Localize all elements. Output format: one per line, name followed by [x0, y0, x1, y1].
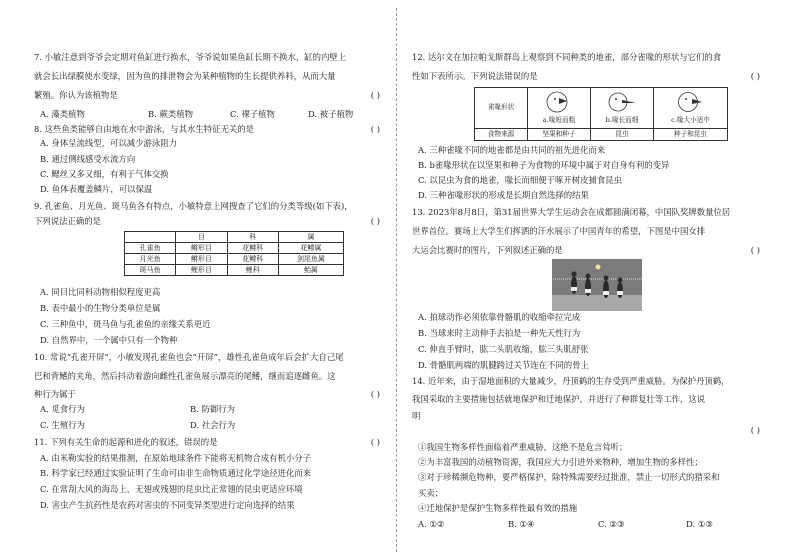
q12-option-d[interactable]: D. 三种雀喙形状的形成是长期自然选择的结果 — [418, 190, 589, 200]
q12-option-a[interactable]: A. 三种雀喙不同的地雀都是由共同的祖先进化而来 — [418, 145, 606, 155]
q14-statement-4: ④迁地保护是保护生物多样性最有效的措施 — [418, 503, 578, 513]
q8-option-d[interactable]: D. 鱼体表覆盖鳞片，可以保温 — [40, 184, 153, 194]
table-cell: 花鳉属 — [278, 243, 343, 254]
q10-line-3: 种行为属于 — [34, 389, 76, 399]
table-cell: 雀喙形状 — [475, 88, 528, 129]
table-cell: 孔雀鱼 — [125, 243, 176, 254]
q8-option-c[interactable]: C. 鳃丝又多又细，有利于气体交换 — [40, 169, 169, 179]
table-cell: 属 — [278, 232, 343, 243]
q10-answer-paren[interactable]: ( ) — [370, 389, 380, 399]
q11-answer-paren[interactable]: ( ) — [370, 437, 380, 447]
q14-line-3: 明 — [412, 411, 421, 421]
table-row — [125, 265, 344, 276]
beak-cell-c — [654, 88, 728, 129]
table-cell — [125, 232, 176, 243]
q14-option-a[interactable]: A. ①② — [418, 519, 445, 529]
table-cell: 剑尾鱼属 — [278, 254, 343, 265]
beak-cell-a — [528, 88, 591, 129]
beak-a-icon — [543, 89, 575, 115]
q8-option-b[interactable]: B. 通过侧线感受水流方向 — [40, 154, 136, 164]
q13-line-2: 世界首位。赛场上大学生们挥洒的汗水展示了中国青年的希望，下图是中国女排 — [412, 226, 706, 236]
q9-option-b[interactable]: B. 表中最小的生物分类单位是属 — [40, 303, 161, 313]
volleyball-photo-image — [552, 259, 642, 311]
q14-line-2: 我国采取的主要措施包括就地保护和迁地保护，并进行了种群复壮等工作，这说 — [412, 394, 706, 404]
q7-line-3: 繁殖。你认为该植物是 — [34, 90, 118, 100]
table-cell: 鳉形目 — [176, 254, 227, 265]
q7-option-c[interactable]: C. 裸子植物 — [230, 109, 275, 119]
table-cell: 科 — [227, 232, 278, 243]
q8-option-a[interactable]: A. 身体呈流线型，可以减少游泳阻力 — [40, 138, 177, 148]
q9-option-c[interactable]: C. 三种鱼中，斑马鱼与孔雀鱼的亲缘关系更近 — [40, 319, 211, 329]
q12-line-2: 性如下表所示。下列说法错误的是 — [412, 71, 538, 81]
q13-answer-paren[interactable]: ( ) — [750, 245, 760, 255]
q14-statement-3: ③对于珍稀濒危物种，要严格保护，除特殊需要经过批准，禁止一切形式的猎采和 — [418, 472, 720, 482]
q14-option-b[interactable]: B. ①④ — [508, 519, 535, 529]
q7-option-b[interactable]: B. 蕨类植物 — [148, 109, 193, 119]
q10-option-a[interactable]: A. 觅食行为 — [40, 404, 85, 414]
q14-option-d[interactable]: D. ①③ — [686, 519, 713, 529]
q9-classification-table — [124, 231, 344, 276]
q14-statement-1: ①我国生物多样性面临着严重威胁，这绝不是危言耸听； — [418, 442, 628, 452]
beak-cell-b — [591, 88, 654, 129]
q11-option-c[interactable]: C. 在常刮大风的海岛上，无翅或残翅的昆虫比正常翅的昆虫更适应环境 — [40, 484, 303, 494]
q13-option-c[interactable]: C. 伸直手臂时，肱二头肌收缩，肱三头肌舒张 — [418, 344, 589, 354]
table-cell: 鳉形目 — [176, 243, 227, 254]
q7-line-1: 7. 小敏注意到爷爷会定期对鱼缸进行换水，爷爷说如果鱼缸长期不换水，缸的内壁上 — [34, 52, 347, 62]
table-cell: 种子和昆虫 — [654, 129, 728, 141]
q12-answer-paren[interactable]: ( ) — [750, 71, 760, 81]
q10-option-c[interactable]: C. 生殖行为 — [40, 420, 85, 430]
table-row — [475, 88, 728, 129]
q12-option-c[interactable]: C. 以昆虫为食的地雀，喙长而细便于啄开树皮捕食昆虫 — [418, 175, 623, 185]
q14-statement-3-cont: 买卖； — [418, 488, 444, 498]
table-row — [125, 254, 344, 265]
q7-option-a[interactable]: A. 藻类植物 — [40, 109, 85, 119]
q13-line-1: 13. 2023年8月8日，第31届世界大学生运动会在成都圆满闭幕，中国队奖牌数量位居 — [412, 207, 731, 217]
q11-stem: 11. 下列有关生命的起源和进化的叙述，错误的是 — [34, 437, 218, 447]
table-cell: 食物来源 — [475, 129, 528, 141]
table-header-row — [125, 232, 344, 243]
q11-option-d[interactable]: D. 害虫产生抗药性是农药对害虫的不同变异类型进行定向选择的结果 — [40, 500, 295, 510]
q14-answer-paren[interactable]: ( ) — [750, 425, 760, 435]
table-cell: 昆虫 — [591, 129, 654, 141]
q10-option-b[interactable]: B. 防御行为 — [190, 404, 235, 414]
q14-line-1: 14. 近年来，由于湿地面积的大量减少，丹顶鹤的生存受到严重威胁。为保护丹顶鹤， — [412, 376, 730, 386]
q14-option-c[interactable]: C. ②③ — [598, 519, 625, 529]
table-cell: 斑马鱼 — [125, 265, 176, 276]
q7-option-d[interactable]: D. 被子植物 — [308, 109, 354, 119]
q10-option-d[interactable]: D. 社会行为 — [190, 420, 236, 430]
table-cell: 月光鱼 — [125, 254, 176, 265]
q13-option-a[interactable]: A. 拍球动作必须依靠骨骼肌的收缩牵拉完成 — [418, 312, 581, 322]
beak-a-label: a.喙短而粗 — [542, 116, 576, 125]
q9-line-2: 下列说法正确的是 — [34, 216, 101, 226]
volleyball-photo — [552, 259, 642, 311]
q13-option-b[interactable]: B. 当球来时主动伸手去拍是一种先天性行为 — [418, 328, 581, 338]
q9-option-a[interactable]: A. 同目比同科动物相似程度更高 — [40, 287, 161, 297]
beak-c-label: c.喙大小适中 — [671, 116, 710, 125]
beak-c-icon — [675, 89, 707, 115]
q12-option-b[interactable]: B. b雀喙形状在以坚果和种子为食物的环境中属于对自身有利的变异 — [418, 160, 670, 170]
q8-stem: 8. 这些鱼类能够自由地在水中游泳，与其水生特征无关的是 — [34, 124, 255, 134]
q9-line-1: 9. 孔雀鱼、月光鱼、斑马鱼各有特点，小敏特意上网搜查了它们的分类等级(如下表)， — [34, 201, 353, 211]
q9-option-d[interactable]: D. 自然界中，一个属中只有一个物种 — [40, 335, 178, 345]
table-cell: 目 — [176, 232, 227, 243]
beak-b-icon — [606, 89, 638, 115]
q12-line-1: 12. 达尔文在加拉帕戈斯群岛上观察到不同种类的地雀，部分雀喙的形状与它们的食 — [412, 52, 722, 62]
table-row — [125, 243, 344, 254]
table-row — [475, 129, 728, 141]
q13-line-3: 大运会比赛时的图片，下列叙述正确的是 — [412, 245, 563, 255]
q11-option-b[interactable]: B. 科学家已经通过实验证明了生命可由非生命物质通过化学途径进化而来 — [40, 468, 312, 478]
table-cell: 花鳉科 — [227, 254, 278, 265]
table-cell: 花鳉科 — [227, 243, 278, 254]
table-cell: 鲤形目 — [176, 265, 227, 276]
beak-b-label: b.喙长而细 — [605, 116, 639, 125]
q12-beak-table — [474, 87, 728, 141]
q7-line-2: 就会长出绿膜使水变绿，因为鱼的排泄物会为某种植物的生长提供养料，从而大量 — [34, 71, 336, 81]
q10-line-1: 10. 常说“孔雀开屏”，小敏发现孔雀鱼也会“开屏”，雄性孔雀鱼成年后会扩大自己尾 — [34, 352, 344, 362]
q7-answer-paren[interactable]: ( ) — [370, 90, 380, 100]
q13-option-d[interactable]: D. 骨骼肌两端的肌腱跨过关节连在不同的骨上 — [418, 360, 589, 370]
q9-answer-paren[interactable]: ( ) — [370, 216, 380, 226]
q14-statement-2: ②为丰富我国的动植物资源，我国应大力引进外来物种，增加生物的多样性； — [418, 457, 703, 467]
q8-answer-paren[interactable]: ( ) — [370, 124, 380, 134]
q11-option-a[interactable]: A. 由米勒实验的结果推测，在原始地球条件下能将无机物合成有机小分子 — [40, 453, 311, 463]
q10-line-2: 巴和背鳍的夹角，然后抖动着游向雌性孔雀鱼展示漂亮的尾鳍，继而追逐雌鱼。这 — [34, 371, 336, 381]
column-divider — [396, 8, 397, 552]
table-cell: 鲤科 — [227, 265, 278, 276]
table-cell: 坚果和种子 — [528, 129, 591, 141]
table-cell: 鲐属 — [278, 265, 343, 276]
